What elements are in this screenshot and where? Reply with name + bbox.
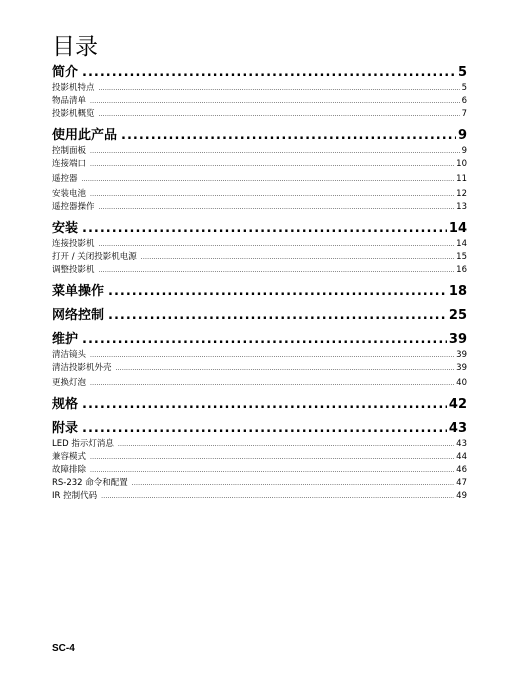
toc-dot-leader <box>82 396 447 414</box>
toc-dot-leader <box>82 331 447 349</box>
toc-entry-page: 39 <box>456 363 467 373</box>
toc-dot-leader <box>82 220 447 238</box>
toc-chapter-entry[interactable] <box>52 396 467 414</box>
toc-entry-label: 使用此产品 <box>52 128 118 143</box>
toc-section-entry[interactable] <box>52 251 467 264</box>
toc-entry-page: 14 <box>456 239 467 249</box>
toc-entry-page: 15 <box>456 252 467 262</box>
toc-entry-label: 更换灯泡 <box>52 378 87 388</box>
toc-dot-leader <box>99 108 460 121</box>
toc-dot-leader <box>90 464 454 477</box>
toc-entry-label: 调整投影机 <box>52 265 95 275</box>
toc-section-entry[interactable] <box>52 451 467 464</box>
toc-dot-leader <box>132 477 454 490</box>
toc-entry-page: 9 <box>457 128 467 143</box>
toc-dot-leader <box>121 127 456 145</box>
toc-entry-label: 遥控器操作 <box>52 202 95 212</box>
toc-entry-label: 清洁投影机外壳 <box>52 363 112 373</box>
toc-entry-label: 控制面板 <box>52 146 87 156</box>
toc-entry-page: 43 <box>448 421 467 436</box>
toc-dot-leader <box>90 95 460 108</box>
toc-entry-page: 25 <box>448 308 467 323</box>
toc-entry-page: 11 <box>456 174 467 184</box>
page-title: 目录 <box>52 34 98 60</box>
toc-section-entry[interactable] <box>52 108 467 121</box>
toc-section-entry[interactable] <box>52 477 467 490</box>
toc-entry-label: 遥控器 <box>52 174 78 184</box>
toc-section-entry[interactable] <box>52 238 467 251</box>
toc-entry-label: 附录 <box>52 421 79 436</box>
page-number-footer: SC-4 <box>52 643 75 654</box>
toc-entry-label: 清洁镜头 <box>52 350 87 360</box>
toc-section-entry[interactable] <box>52 349 467 362</box>
toc-dot-leader <box>108 283 447 301</box>
toc-section-entry[interactable] <box>52 145 467 158</box>
toc-entry-label: LED 指示灯消息 <box>52 439 114 449</box>
toc-entry-page: 39 <box>448 332 467 347</box>
toc-entry-page: 47 <box>456 478 467 488</box>
toc-chapter-entry[interactable] <box>52 283 467 301</box>
toc-entry-page: 46 <box>456 465 467 475</box>
toc-section-entry[interactable] <box>52 173 467 186</box>
toc-entry-page: 39 <box>456 350 467 360</box>
toc-section-entry[interactable] <box>52 490 467 503</box>
toc-entry-page: 13 <box>456 202 467 212</box>
toc-entry-page: 5 <box>457 65 467 80</box>
toc-section-entry[interactable] <box>52 464 467 477</box>
toc-section-entry[interactable] <box>52 158 467 171</box>
toc-chapter-entry[interactable] <box>52 127 467 145</box>
toc-entry-page: 6 <box>461 96 467 106</box>
toc-entry-label: 安装 <box>52 221 79 236</box>
toc-entry-label: 网络控制 <box>52 308 105 323</box>
toc-dot-leader <box>90 145 460 158</box>
toc-dot-leader <box>90 188 454 201</box>
toc-chapter-entry[interactable] <box>52 307 467 325</box>
toc-entry-page: 14 <box>448 221 467 236</box>
toc-dot-leader <box>108 307 447 325</box>
toc-entry-page: 42 <box>448 397 467 412</box>
toc-entry-page: 12 <box>456 189 467 199</box>
toc-entry-label: 故障排除 <box>52 465 87 475</box>
toc-section-entry[interactable] <box>52 438 467 451</box>
toc-dot-leader <box>99 264 455 277</box>
toc-section-entry[interactable] <box>52 95 467 108</box>
toc-dot-leader <box>99 238 455 251</box>
toc-entry-label: 连接端口 <box>52 159 87 169</box>
toc-section-entry[interactable] <box>52 264 467 277</box>
toc-chapter-entry[interactable] <box>52 64 467 82</box>
toc-entry-page: 40 <box>456 378 467 388</box>
toc-dot-leader <box>90 451 454 464</box>
toc-entry-label: 规格 <box>52 397 79 412</box>
toc-dot-leader <box>101 490 454 503</box>
toc-entry-label: 投影机特点 <box>52 83 95 93</box>
toc-entry-label: 投影机概览 <box>52 109 95 119</box>
toc-entry-label: IR 控制代码 <box>52 491 98 501</box>
toc-dot-leader <box>90 349 454 362</box>
toc-entry-label: 维护 <box>52 332 79 347</box>
toc-entry-label: 兼容模式 <box>52 452 87 462</box>
toc-entry-label: 简介 <box>52 65 79 80</box>
table-of-contents <box>52 62 467 503</box>
toc-entry-page: 43 <box>456 439 467 449</box>
toc-entry-page: 49 <box>456 491 467 501</box>
toc-entry-label: RS-232 命令和配置 <box>52 478 128 488</box>
toc-dot-leader <box>99 201 455 214</box>
toc-dot-leader <box>118 438 454 451</box>
toc-entry-page: 5 <box>461 83 467 93</box>
toc-entry-page: 9 <box>461 146 467 156</box>
toc-entry-label: 物品清单 <box>52 96 87 106</box>
toc-entry-label: 菜单操作 <box>52 284 105 299</box>
toc-entry-page: 18 <box>448 284 467 299</box>
toc-section-entry[interactable] <box>52 377 467 390</box>
toc-dot-leader <box>90 377 454 390</box>
toc-dot-leader <box>116 362 455 375</box>
toc-entry-label: 连接投影机 <box>52 239 95 249</box>
toc-dot-leader <box>90 158 454 171</box>
toc-section-entry[interactable] <box>52 82 467 95</box>
toc-entry-page: 7 <box>461 109 467 119</box>
toc-section-entry[interactable] <box>52 188 467 201</box>
toc-chapter-entry[interactable] <box>52 420 467 438</box>
toc-entry-label: 安装电池 <box>52 189 87 199</box>
toc-dot-leader <box>82 64 456 82</box>
toc-entry-page: 16 <box>456 265 467 275</box>
toc-chapter-entry[interactable] <box>52 220 467 238</box>
toc-entry-page: 44 <box>456 452 467 462</box>
toc-entry-label: 打开 / 关闭投影机电源 <box>52 252 137 262</box>
toc-chapter-entry[interactable] <box>52 331 467 349</box>
toc-entry-page: 10 <box>456 159 467 169</box>
toc-dot-leader <box>141 251 454 264</box>
toc-section-entry[interactable] <box>52 201 467 214</box>
toc-dot-leader <box>99 82 460 95</box>
toc-dot-leader <box>82 173 455 186</box>
toc-section-entry[interactable] <box>52 362 467 375</box>
toc-dot-leader <box>82 420 447 438</box>
